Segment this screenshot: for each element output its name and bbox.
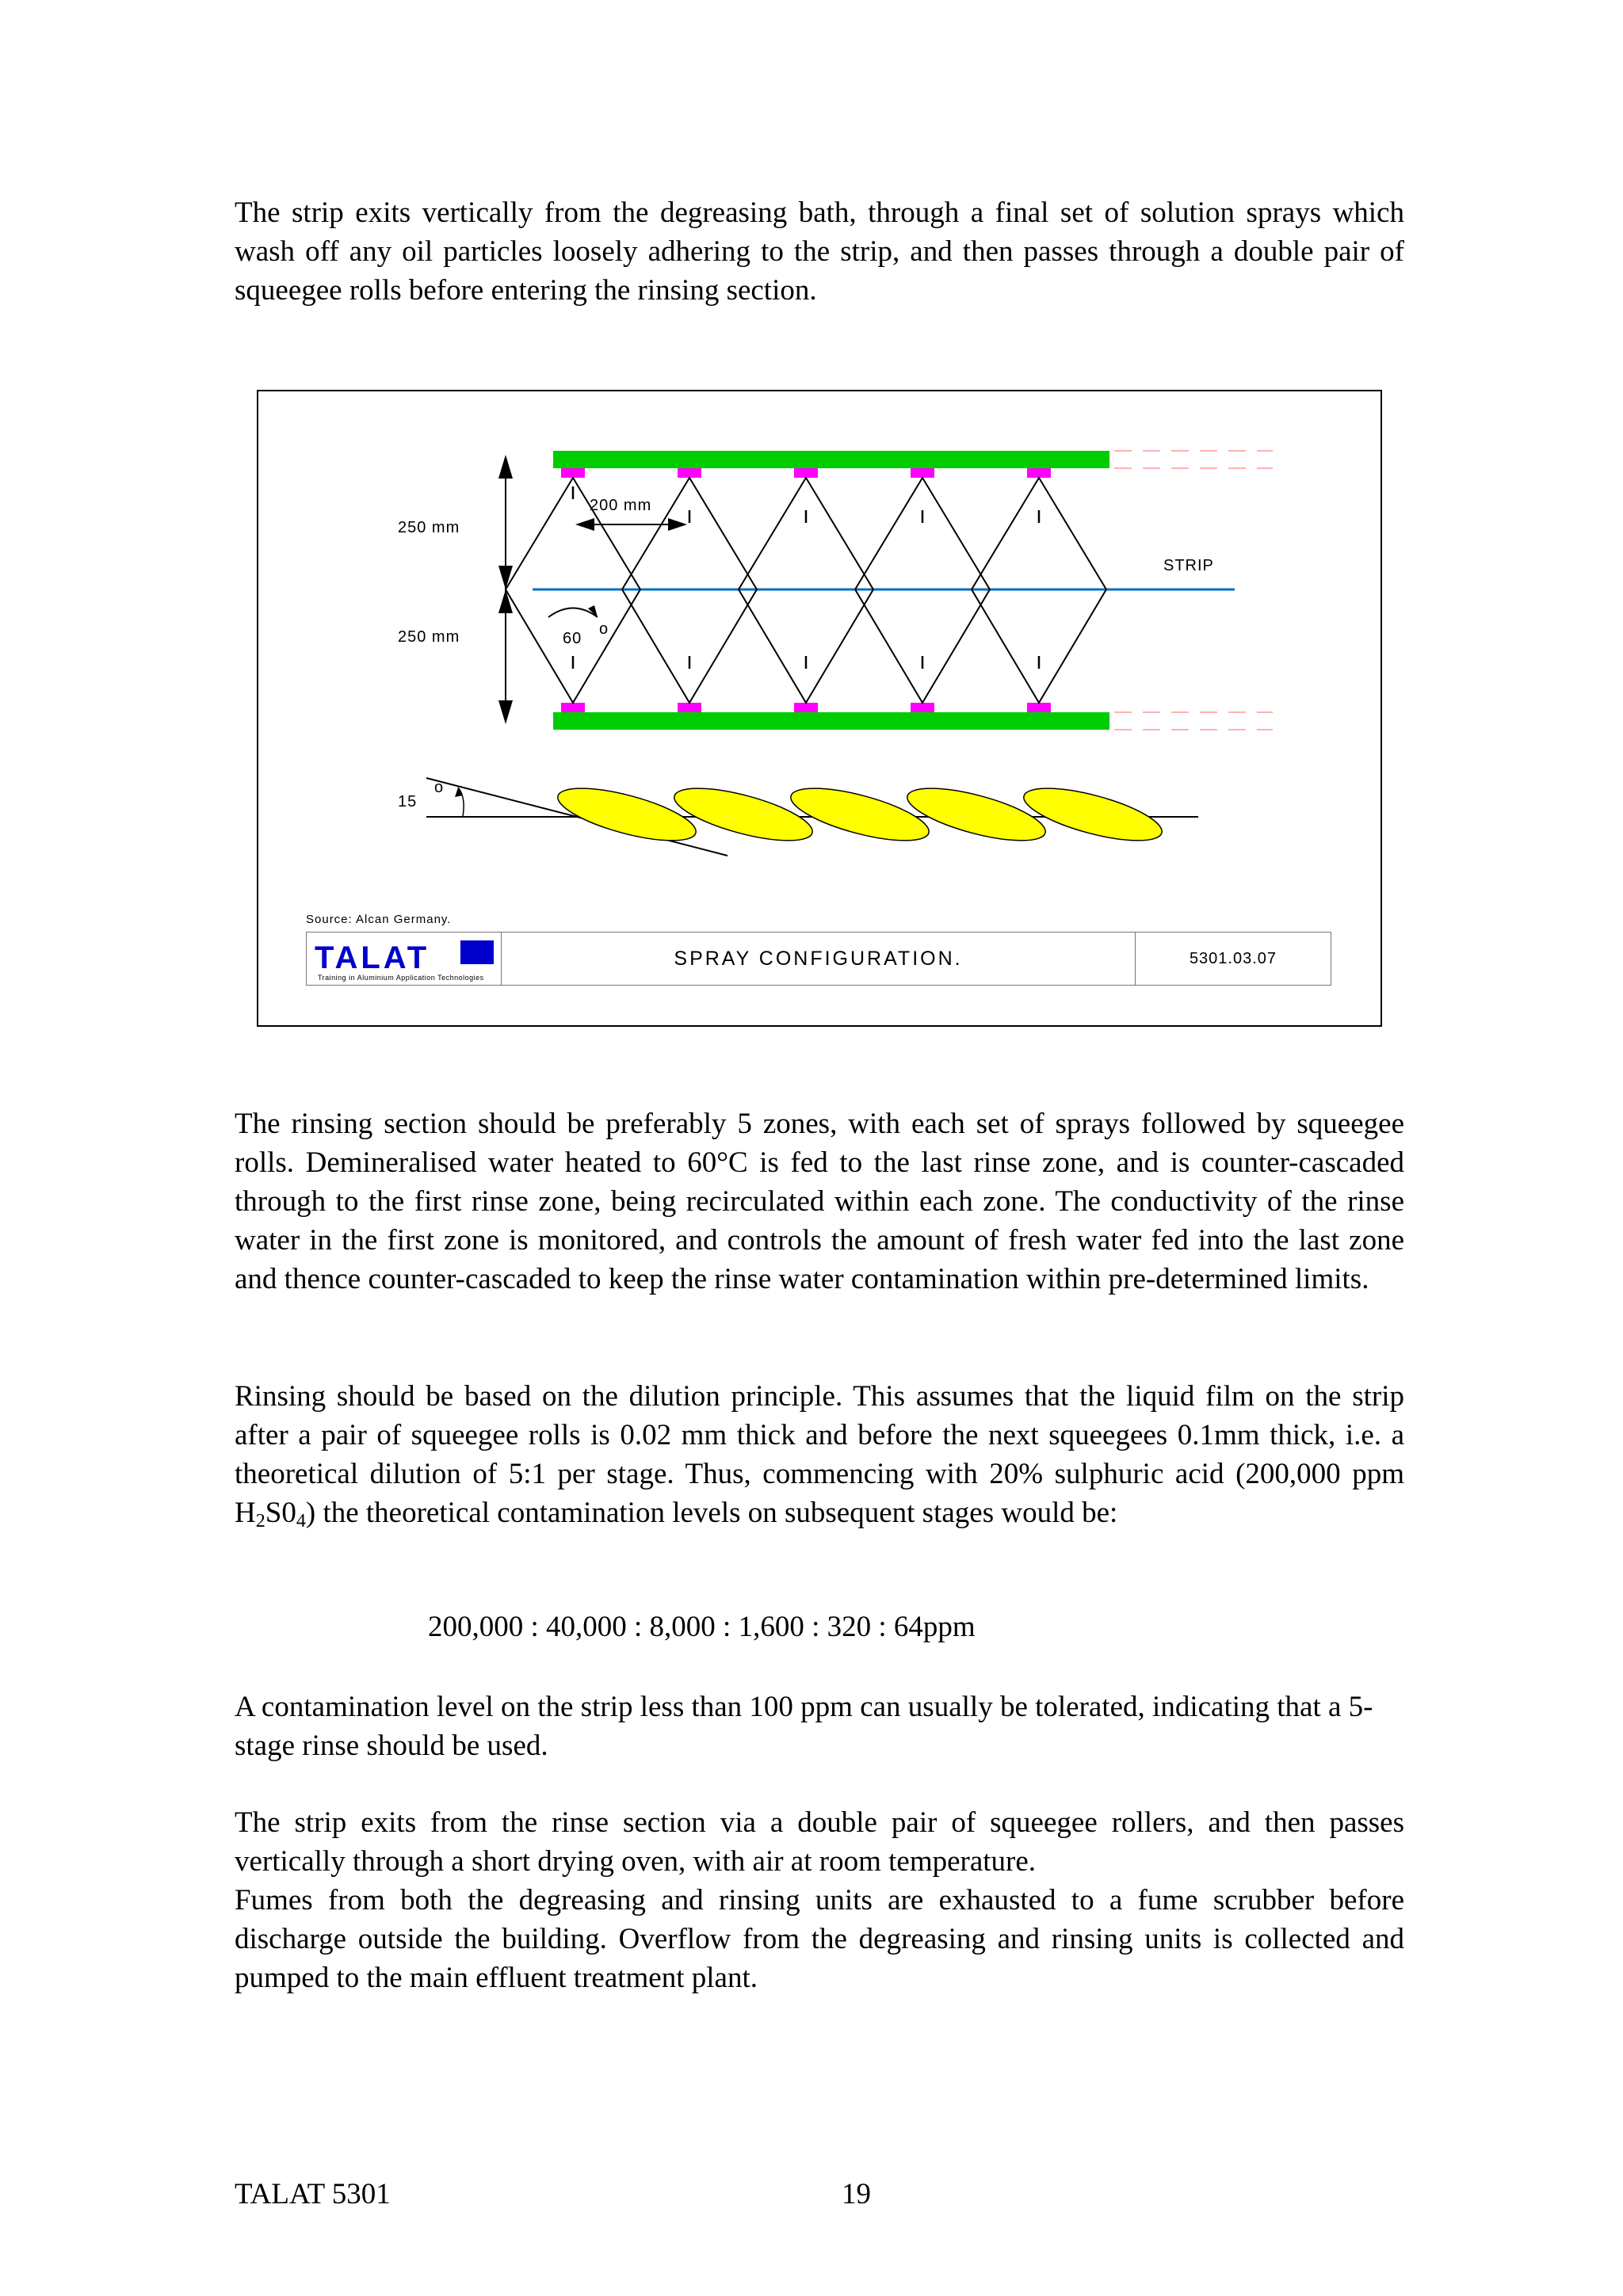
label-60: 60 (563, 630, 582, 647)
formula-subscript-4: 4 (296, 1511, 306, 1531)
spray-configuration-figure (257, 390, 1382, 1027)
figure-title-block (306, 932, 1331, 986)
paragraph-degreasing-exit: The strip exits vertically from the degreasing bath, through a final set of solution sprays which wash off any oil particles loosely adhering to the strip, and then passes through a double pair of squeegee rolls before entering the rinsing section. (235, 196, 1404, 307)
dimension-arrow-mid-down (498, 589, 513, 613)
lower-spray-header (553, 712, 1109, 730)
label-strip: STRIP (1163, 557, 1214, 574)
label-250-top: 250 mm (398, 519, 460, 536)
figure-number: 5301.03.07 (1189, 949, 1277, 967)
paragraph-drying-oven: The strip exits from the rinse section via a double pair of squeegee rollers, and then passes vertically through a short drying oven, with air at room temperature. (235, 1806, 1404, 1878)
label-250-bottom: 250 mm (398, 628, 460, 646)
talat-logo-subtitle: Training in Aluminium Application Technologies (318, 974, 484, 982)
formula-mid: S0 (265, 1497, 296, 1529)
dimension-200-arrow-right (668, 518, 687, 531)
eu-flag-icon (460, 940, 494, 964)
dimension-arrow-mid-up (498, 566, 513, 589)
talat-logo (307, 933, 502, 985)
footer-page-number: 19 (842, 2178, 871, 2210)
label-15-degree: o (434, 779, 445, 796)
formula-subscript-2: 2 (255, 1511, 265, 1531)
dilution-text-end: ) the theoretical contamination levels on subsequent stages would be: (305, 1497, 1118, 1529)
paragraph-contamination-level: A contamination level on the strip less than 100 ppm can usually be tolerated, indicating that a 5-stage rinse should be used. (235, 1691, 1373, 1762)
dimension-200-arrow-left (575, 518, 594, 531)
footer-document-id: TALAT 5301 (235, 2178, 391, 2210)
label-15: 15 (398, 793, 418, 810)
figure-title: SPRAY CONFIGURATION. (502, 933, 1136, 985)
upper-spray-header (553, 451, 1109, 468)
angle-60-arrow (588, 605, 598, 617)
paragraph-fumes: Fumes from both the degreasing and rinsing units are exhausted to a fume scrubber before discharge outside the building. Overflow from the degreasing and rinsing units is collected and pumped to the main effluent treatment plant. (235, 1884, 1404, 1994)
dimension-arrow-bottom (498, 700, 513, 724)
spray-ellipses (553, 778, 1167, 852)
contamination-series: 200,000 : 40,000 : 8,000 : 1,600 : 320 : 64ppm (428, 1611, 976, 1643)
paragraph-rinsing-section: The rinsing section should be preferably 5 zones, with each set of sprays followed by squeegee rolls. Demineralised water heated to 60°C is fed to the last rinse zone, and is counter-cascaded through to the first rinse zone, being recirculated within each zone. The conductivity of the rinse water in the first zone is monitored, and controls the amount of fresh water fed into the last zone and thence counter-cascaded to keep the rinse water contamination within pre-determined limits. (235, 1108, 1404, 1295)
talat-logo-word: TALAT (315, 940, 430, 975)
dilution-text-start: Rinsing should be based on the dilution principle. This assumes that the liquid film on the strip after a pair of squeegee rolls is 0.02 mm thick and before the next squeegees 0.1mm thick, i.e. a theoretical dilution of 5:1 per stage. Thus, commencing with 20% sulphuric acid (200,000 ppm H (235, 1380, 1404, 1529)
label-200: 200 mm (590, 497, 652, 514)
label-60-degree: o (599, 620, 609, 638)
paragraph-dilution-principle (235, 1377, 1404, 1532)
dimension-arrow-top (498, 455, 513, 479)
figure-source: Source: Alcan Germany. (306, 913, 452, 926)
